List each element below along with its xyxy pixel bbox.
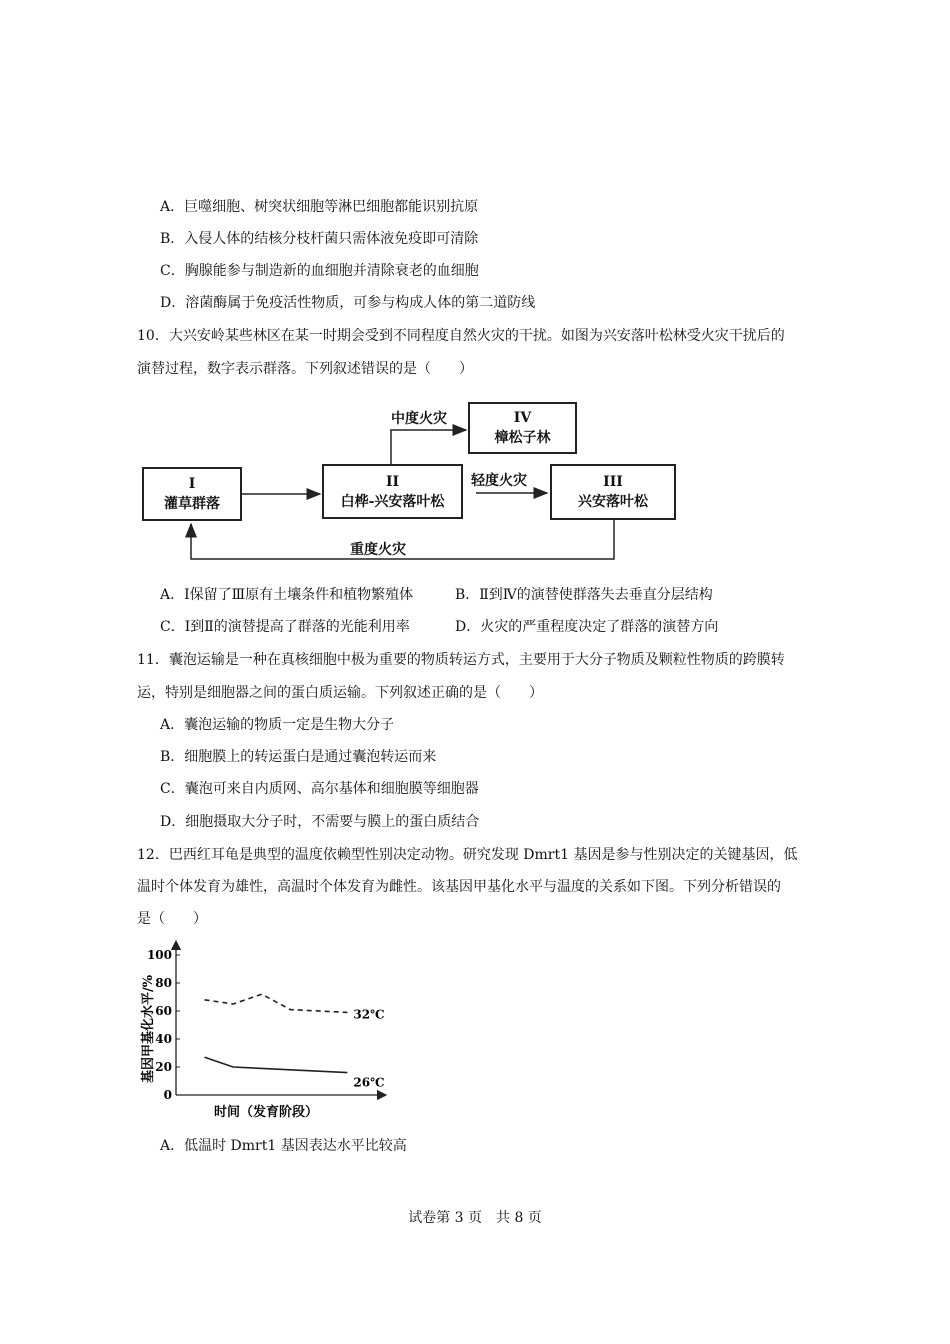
page-footer: 试卷第 3 页 共 8 页 — [408, 1210, 542, 1226]
q10-option-c: C．Ⅰ到Ⅱ的演替提高了群落的光能利用率 — [160, 619, 410, 635]
community-box-iv — [468, 402, 577, 454]
community-ii-name: 白桦-兴安落叶松 — [340, 493, 445, 510]
arrow-ii-to-iv — [391, 430, 466, 464]
x-axis-label: 时间（发育阶段） — [214, 1105, 319, 1120]
q9-option-c: C．胸腺能参与制造新的血细胞并清除衰老的血细胞 — [160, 263, 479, 279]
y-axis-label: 基因甲基化水平/% — [141, 974, 156, 1084]
methylation-chart — [130, 935, 410, 1125]
community-box-i — [142, 467, 242, 521]
q11-option-d: D．细胞摄取大分子时，不需要与膜上的蛋白质结合 — [160, 814, 480, 830]
y-tick-label: 60 — [155, 1004, 172, 1018]
y-tick-label: 100 — [146, 948, 172, 962]
community-box-ii — [322, 464, 463, 519]
q10-option-d: D．火灾的严重程度决定了群落的演替方向 — [455, 619, 719, 635]
community-iv-name: 樟松子林 — [494, 430, 551, 446]
series-line-26c — [205, 1057, 348, 1072]
q10-stem-line1: 10．大兴安岭某些林区在某一时期会受到不同程度自然火灾的干扰。如图为兴安落叶松林受火灾干扰后的 — [137, 328, 785, 344]
q9-option-b: B．入侵人体的结核分枝杆菌只需体液免疫即可清除 — [160, 231, 479, 247]
q11-stem-line2: 运，特别是细胞器之间的蛋白质运输。下列叙述正确的是（ ） — [137, 685, 543, 701]
community-iii-num: III — [603, 474, 623, 490]
community-box-iii — [550, 464, 676, 520]
q9-option-d: D．溶菌酶属于免疫活性物质，可参与构成人体的第二道防线 — [160, 295, 536, 311]
q10-option-a: A．Ⅰ保留了Ⅲ原有土壤条件和植物繁殖体 — [160, 587, 414, 603]
community-ii-num: II — [385, 473, 400, 490]
community-iii-name: 兴安落叶松 — [578, 494, 648, 510]
y-tick-label: 40 — [155, 1032, 172, 1046]
label-light-fire: 轻度火灾 — [471, 473, 527, 489]
community-i-num: I — [188, 476, 196, 492]
label-moderate-fire: 中度火灾 — [391, 411, 447, 427]
q11-option-c: C．囊泡可来自内质网、高尔基体和细胞膜等细胞器 — [160, 781, 479, 797]
q11-option-b: B．细胞膜上的转运蛋白是通过囊泡转运而来 — [160, 749, 437, 765]
q10-stem-line2: 演替过程，数字表示群落。下列叙述错误的是（ ） — [137, 361, 473, 377]
q11-stem-line1: 11．囊泡运输是一种在真核细胞中极为重要的物质转运方式，主要用于大分子物质及颗粒性物质的跨膜转 — [137, 652, 785, 668]
community-iv-num: IV — [513, 410, 532, 426]
q12-stem-line3: 是（ ） — [137, 911, 207, 927]
series-line-32c — [205, 994, 348, 1012]
q10-option-b: B．Ⅱ到Ⅳ的演替使群落失去垂直分层结构 — [455, 587, 713, 603]
y-tick-label: 20 — [155, 1060, 172, 1074]
q12-stem-line2: 温时个体发育为雄性，高温时个体发育为雌性。该基因甲基化水平与温度的关系如下图。下列分析错误的 — [137, 879, 781, 895]
y-tick-label: 80 — [155, 976, 172, 990]
q12-option-a: A．低温时 Dmrt1 基因表达水平比较高 — [160, 1138, 407, 1154]
series-label-26c: 26℃ — [353, 1075, 385, 1090]
q12-stem-line1: 12．巴西红耳龟是典型的温度依赖型性别决定动物。研究发现 Dmrt1 基因是参与性别决定的关键基因，低 — [137, 847, 798, 863]
y-tick-label: 0 — [163, 1088, 172, 1102]
q9-option-a: A．巨噬细胞、树突状细胞等淋巴细胞都能识别抗原 — [160, 199, 479, 215]
community-i-name: 灌草群落 — [164, 496, 220, 512]
series-label-32c: 32℃ — [353, 1007, 385, 1022]
q11-option-a: A．囊泡运输的物质一定是生物大分子 — [160, 717, 395, 733]
label-severe-fire: 重度火灾 — [350, 542, 406, 558]
